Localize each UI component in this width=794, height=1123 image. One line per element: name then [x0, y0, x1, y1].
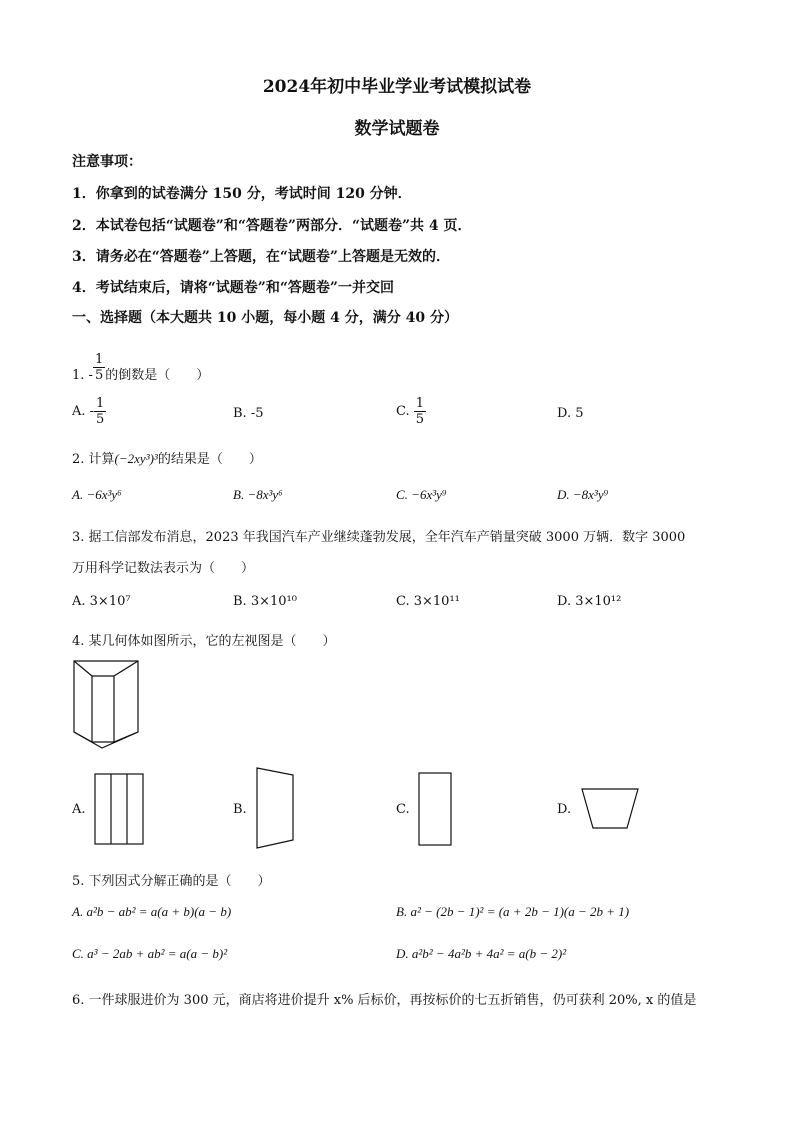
q3-option-d: D. 3×10¹²: [557, 594, 622, 609]
q1-option-a: A. - $\frac{1}{5}$: [72, 396, 105, 427]
q4-option-b-label: B.: [233, 802, 247, 817]
option-fraction: $\frac{1}{5}$: [415, 396, 425, 427]
exam-title: 2024年初中毕业学业考试模拟试卷: [262, 77, 532, 97]
prism-edge: [114, 661, 138, 676]
prism-figure: [72, 658, 142, 753]
note-item: 4．考试结束后，请将“试题卷”和“答题卷”一并交回: [72, 280, 394, 296]
question-2: 2. 计算(−2xy³)³的结果是（ ）: [72, 451, 262, 467]
prism-outline: [74, 661, 138, 748]
q4-option-c-label: C.: [396, 802, 410, 817]
notes-heading: 注意事项：: [72, 154, 142, 170]
q1-text: 的倒数是（ ）: [105, 368, 210, 383]
q4-option-d-label: D.: [557, 802, 572, 817]
question-6: 6. 一件球服进价为 300 元，商店将进价提升 x% 后标价，再按标价的七五折销售，仍可获利 20%, x 的值是: [72, 993, 697, 1008]
q2-option-b: B. −8x³y⁶: [233, 487, 283, 502]
question-1: [72, 342, 209, 383]
q3-option-c: C. 3×10¹¹: [396, 594, 460, 609]
q2-option-c: C. −6x³y⁹: [396, 487, 447, 502]
prism-edge: [114, 732, 138, 742]
section-heading: 一、选择题（本大题共 10 小题，每小题 4 分，满分 40 分）: [72, 310, 458, 326]
option-a-figure: [94, 773, 146, 847]
option-b-figure: [255, 767, 297, 851]
q5-option-d: D. a²b² − 4a²b + 4a² = a(b − 2)²: [396, 946, 567, 961]
q5-option-a: A. a²b − ab² = a(a + b)(a − b): [72, 904, 232, 919]
option-d-figure: [580, 787, 642, 831]
q1-option-c: C. $\frac{1}{5}$: [396, 396, 425, 427]
prism-edge: [74, 661, 92, 676]
note-item: 3．请务必在“答题卷”上答题，在“试题卷”上答题是无效的．: [72, 249, 450, 265]
q3-option-b: B. 3×10¹⁰: [233, 594, 297, 609]
q1-option-d: D. 5: [557, 406, 584, 421]
q2-option-a: A. −6x³y⁶: [72, 487, 122, 502]
q3-option-a: A. 3×10⁷: [72, 594, 131, 609]
question-3-line-2: 万用科学记数法表示为（ ）: [72, 561, 255, 576]
question-4: 4. 某几何体如图所示，它的左视图是（ ）: [72, 634, 336, 649]
q5-option-c: C. a³ − 2ab + ab² = a(a − b)²: [72, 946, 228, 961]
q5-option-b: B. a² − (2b − 1)² = (a + 2b − 1)(a − 2b + 1): [396, 904, 630, 919]
option-fraction: $\frac{1}{5}$: [96, 396, 105, 427]
question-3-line-1: 3. 据工信部发布消息，2023 年我国汽车产业继续蓬勃发展，全年汽车产销量突破 3000 万辆．数字 3000: [72, 530, 686, 545]
question-5: 5. 下列因式分解正确的是（ ）: [72, 874, 271, 889]
q1-number: 1. -: [72, 368, 93, 383]
exam-subtitle: 数学试题卷: [354, 119, 440, 139]
option-c-figure: [418, 772, 454, 848]
q2-expression: (−2xy³)³: [114, 451, 158, 466]
q2-option-d: D. −8x³y⁹: [557, 487, 609, 502]
q1-option-b: B. -5: [233, 406, 264, 421]
q1-fraction: $\frac{1}{5}$: [94, 352, 104, 383]
q4-option-a-label: A.: [72, 802, 86, 817]
prism-edge: [74, 732, 92, 742]
note-item: 2．本试卷包括“试题卷”和“答题卷”两部分．“试题卷”共 4 页．: [72, 218, 472, 234]
note-item: 1．你拿到的试卷满分 150 分，考试时间 120 分钟．: [72, 186, 412, 202]
